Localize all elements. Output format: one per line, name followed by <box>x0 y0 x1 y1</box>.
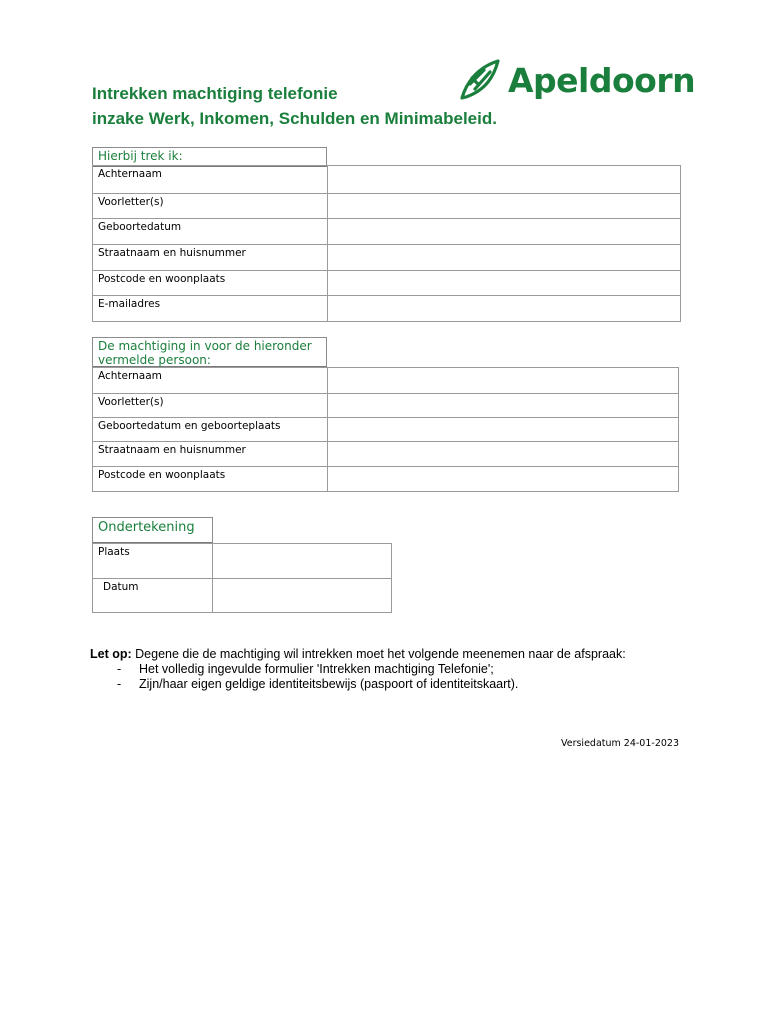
table-row <box>93 296 681 322</box>
table-row <box>93 271 681 296</box>
section-label-line: vermelde persoon: <box>98 353 211 367</box>
table-row <box>93 245 681 271</box>
version-date: Versiedatum 24-01-2023 <box>560 738 679 749</box>
note <box>90 647 690 692</box>
field-label: Straatnaam en huisnummer <box>93 442 328 467</box>
voorletters-field[interactable] <box>327 194 680 219</box>
straatnaam-field-2[interactable] <box>327 442 678 467</box>
postcode-field-2[interactable] <box>327 467 678 492</box>
table-row <box>93 418 679 442</box>
email-field[interactable] <box>327 296 680 322</box>
note-intro <box>90 647 690 662</box>
plaats-field[interactable] <box>212 544 391 579</box>
table-row <box>93 544 392 579</box>
authorized-person-table <box>92 367 679 492</box>
field-label: Datum <box>93 579 213 613</box>
geboortedatum-field[interactable] <box>327 219 680 245</box>
title-line-2: inzake Werk, Inkomen, Schulden en Minimabeleid. <box>92 109 497 128</box>
achternaam-field[interactable] <box>327 166 680 194</box>
apeldoorn-logo <box>458 58 696 104</box>
bullet-marker: - <box>117 662 122 676</box>
bullet-text: Zijn/haar eigen geldige identiteitsbewijs (paspoort of identiteitskaart). <box>139 677 519 691</box>
logo-wordmark: Apeldoorn <box>508 61 696 100</box>
field-label: Achternaam <box>93 166 328 194</box>
list-item <box>90 677 690 692</box>
section-label-ondertekening: Ondertekening <box>92 517 213 544</box>
field-label: Plaats <box>93 544 213 579</box>
table-row <box>93 394 679 418</box>
bullet-marker: - <box>117 677 122 691</box>
table-row <box>93 368 679 394</box>
table-row <box>93 442 679 467</box>
field-label: Achternaam <box>93 368 328 394</box>
table-row <box>93 579 392 613</box>
voorletters-field-2[interactable] <box>327 394 678 418</box>
list-item <box>90 662 690 677</box>
field-label: Voorletter(s) <box>93 194 328 219</box>
field-label: Postcode en woonplaats <box>93 271 328 296</box>
datum-field[interactable] <box>212 579 391 613</box>
table-row <box>93 194 681 219</box>
leaf-icon <box>458 58 502 102</box>
note-bold: Let op: <box>90 647 132 661</box>
title-line-1: Intrekken machtiging telefonie <box>92 84 338 103</box>
section-label-machtiging <box>92 337 327 368</box>
geboortedatum-plaats-field[interactable] <box>327 418 678 442</box>
table-row <box>93 219 681 245</box>
section-label-line: De machtiging in voor de hieronder <box>98 339 312 353</box>
postcode-field[interactable] <box>327 271 680 296</box>
field-label: Postcode en woonplaats <box>93 467 328 492</box>
table-row <box>93 467 679 492</box>
field-label: Geboortedatum en geboorteplaats <box>93 418 328 442</box>
section-label-hierbij: Hierbij trek ik: <box>92 147 327 167</box>
table-row <box>93 166 681 194</box>
field-label: Geboortedatum <box>93 219 328 245</box>
straatnaam-field[interactable] <box>327 245 680 271</box>
field-label: Straatnaam en huisnummer <box>93 245 328 271</box>
field-label: E-mailadres <box>93 296 328 322</box>
achternaam-field-2[interactable] <box>327 368 678 394</box>
personal-details-table <box>92 165 681 322</box>
note-text: Degene die de machtiging wil intrekken moet het volgende meenemen naar de afspraak: <box>131 647 626 661</box>
field-label: Voorletter(s) <box>93 394 328 418</box>
signature-table <box>92 543 392 613</box>
bullet-text: Het volledig ingevulde formulier 'Intrekken machtiging Telefonie'; <box>139 662 494 676</box>
